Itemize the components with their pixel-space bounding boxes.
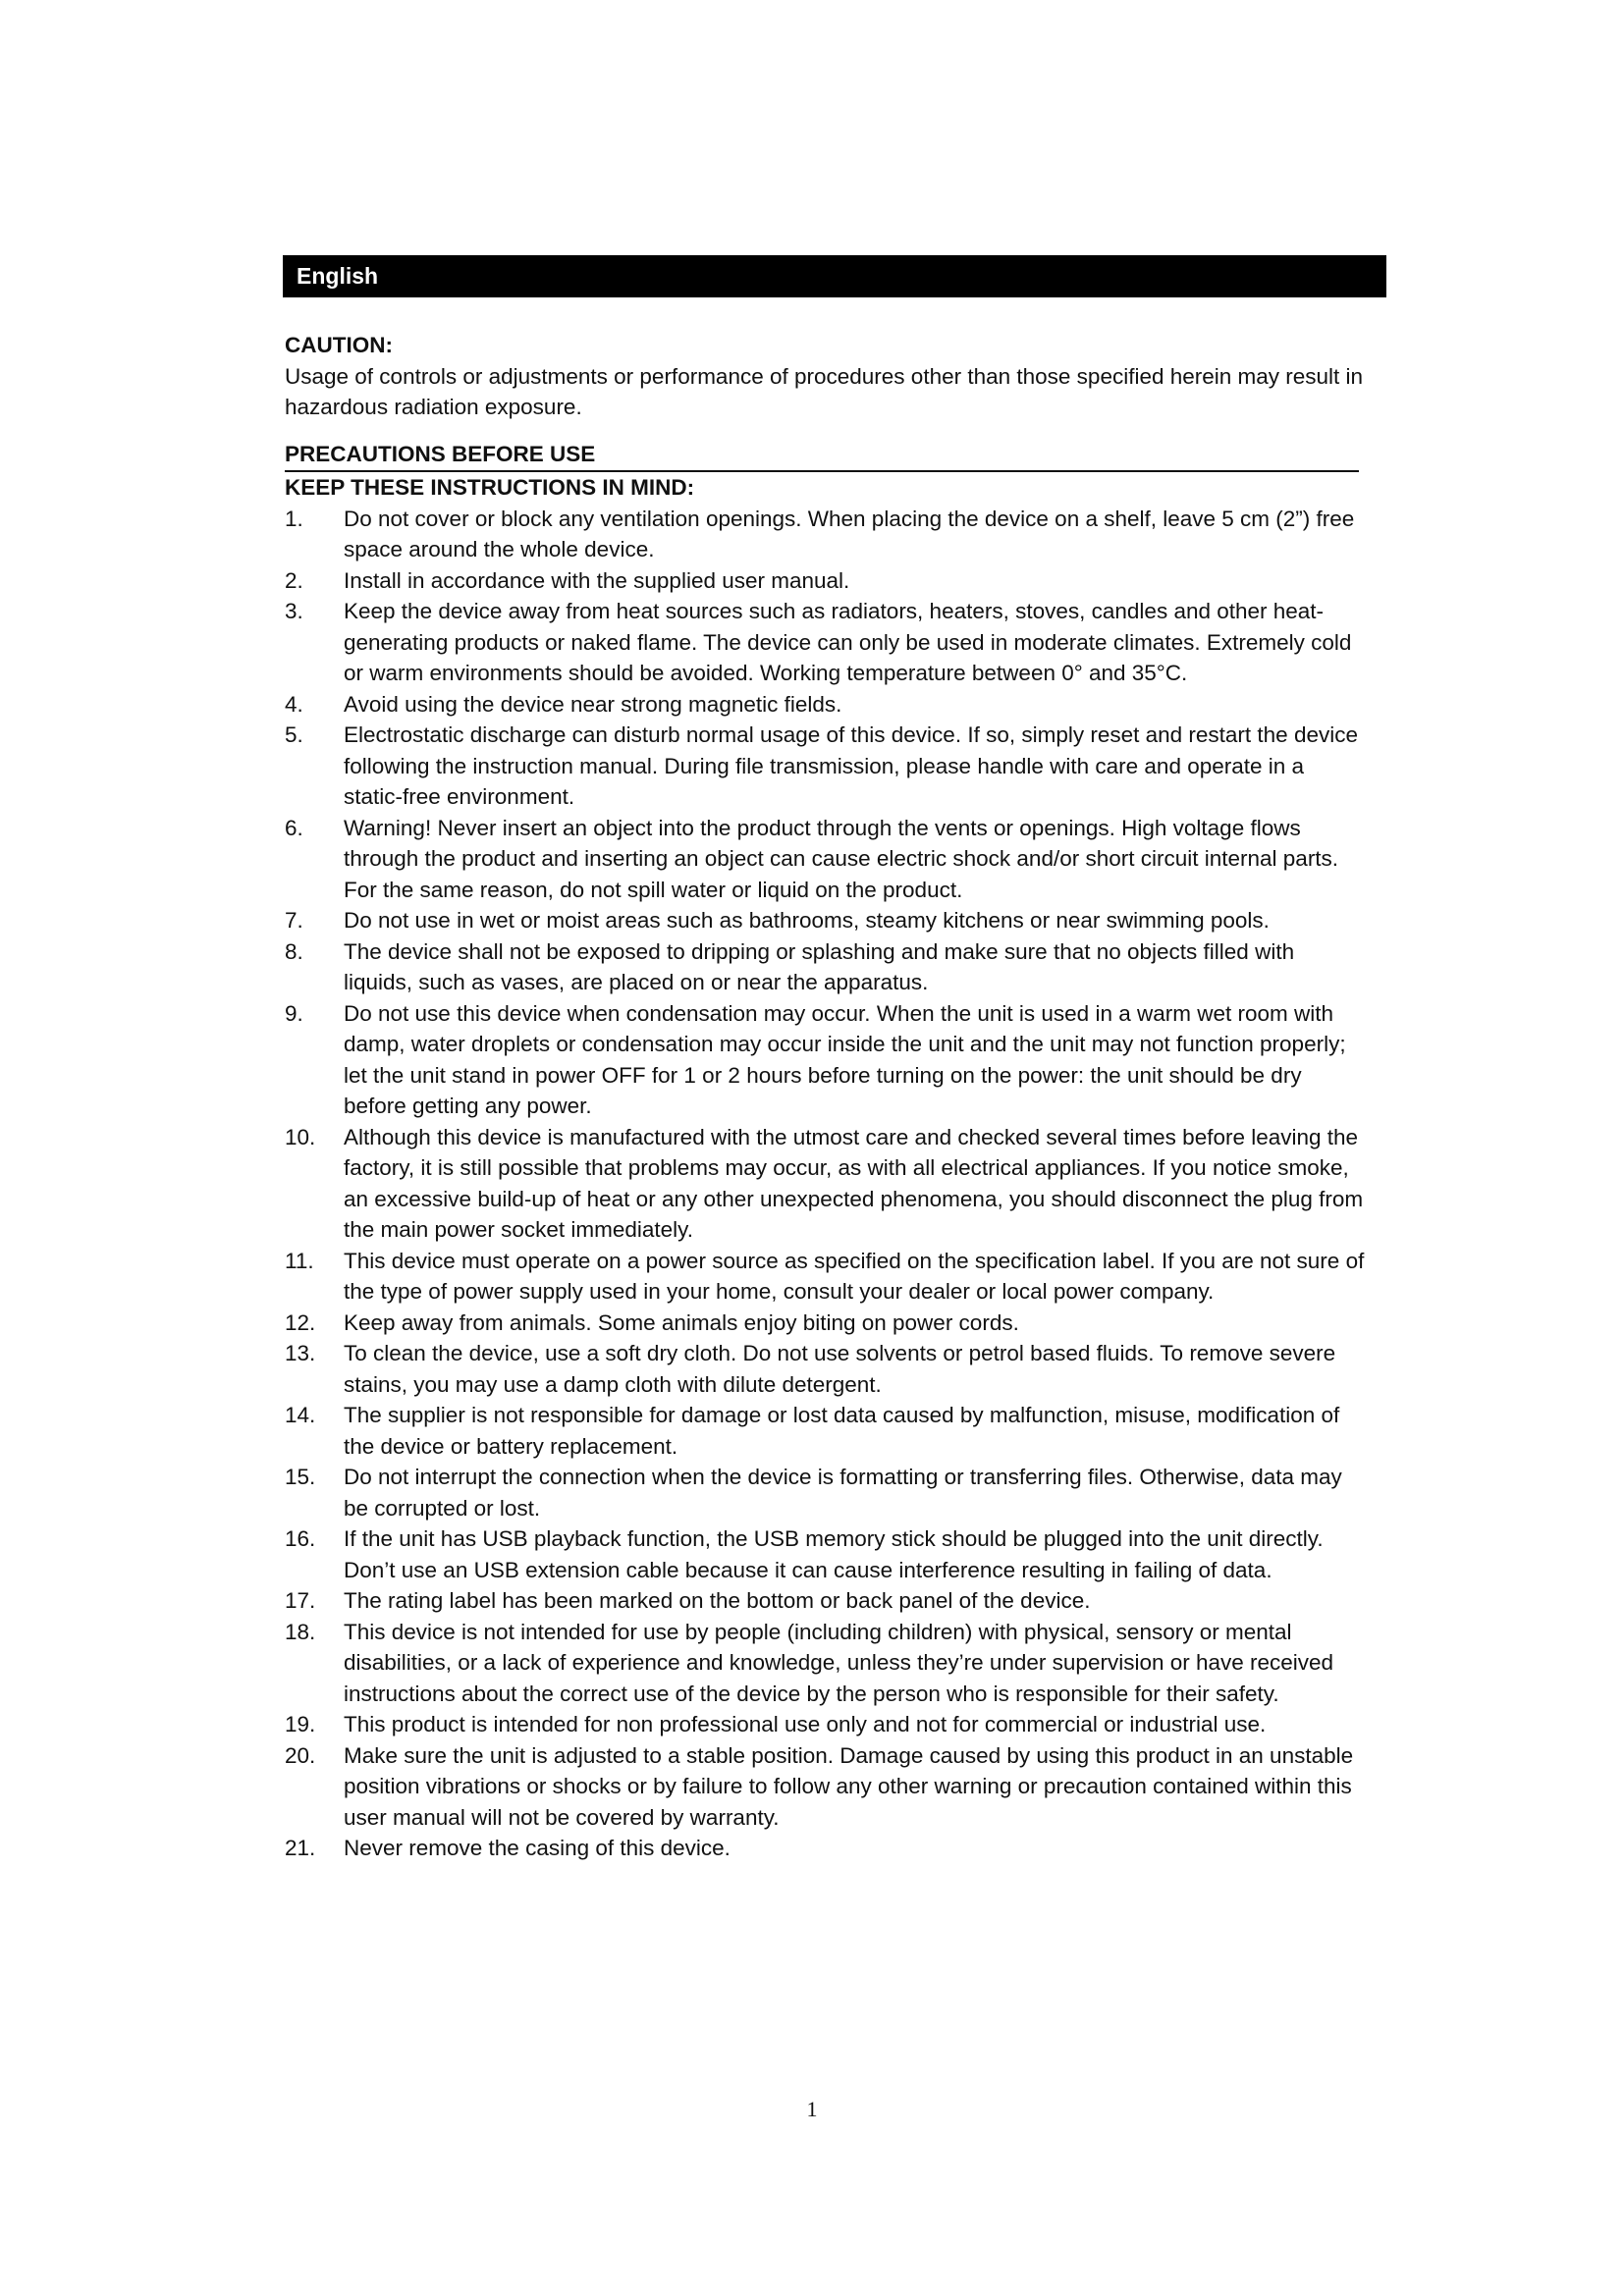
list-item xyxy=(285,1585,1365,1617)
precautions-heading: PRECAUTIONS BEFORE USE xyxy=(285,439,1359,473)
item-text: Do not interrupt the connection when the device is formatting or transferring files. Otherwise, data may be corrupted or lost. xyxy=(344,1465,1342,1521)
item-text: To clean the device, use a soft dry cloth. Do not use solvents or petrol based fluids. To remove severe stains, you may use a damp cloth with dilute detergent. xyxy=(344,1341,1336,1397)
item-text: If the unit has USB playback function, the USB memory stick should be plugged into the unit directly. Don’t use an USB extension cable because it can cause interference resulting in failing of data. xyxy=(344,1526,1324,1582)
item-number: 6. xyxy=(285,815,303,840)
list-item xyxy=(285,1246,1365,1308)
list-item xyxy=(285,1308,1365,1339)
item-number: 1. xyxy=(285,506,303,531)
item-number: 13. xyxy=(285,1341,316,1365)
item-number: 17. xyxy=(285,1588,316,1613)
language-section-header: English xyxy=(283,255,1386,297)
item-number: 12. xyxy=(285,1309,316,1335)
item-number: 8. xyxy=(285,938,303,964)
item-text: Install in accordance with the supplied user manual. xyxy=(344,567,850,593)
list-item xyxy=(285,689,1365,721)
list-item xyxy=(285,1709,1365,1740)
item-number: 9. xyxy=(285,1000,303,1026)
list-item xyxy=(285,504,1365,565)
item-text: Keep away from animals. Some animals enjoy biting on power cords. xyxy=(344,1309,1019,1335)
item-number: 20. xyxy=(285,1742,316,1768)
caution-text: Usage of controls or adjustments or performance of procedures other than those specified herein may result in hazardous radiation exposure. xyxy=(285,363,1364,419)
list-item xyxy=(285,1338,1365,1400)
list-item xyxy=(285,1122,1365,1246)
item-number: 5. xyxy=(285,722,303,747)
precautions-list xyxy=(285,504,1365,1864)
list-item xyxy=(285,596,1365,689)
item-number: 10. xyxy=(285,1124,316,1149)
item-text: The rating label has been marked on the bottom or back panel of the device. xyxy=(344,1588,1091,1613)
item-text: This product is intended for non professional use only and not for commercial or industrial use. xyxy=(344,1712,1267,1736)
item-number: 4. xyxy=(285,691,303,717)
list-item xyxy=(285,1462,1365,1523)
list-item xyxy=(285,936,1365,998)
list-item xyxy=(285,998,1365,1122)
keep-instructions-heading: KEEP THESE INSTRUCTIONS IN MIND: xyxy=(285,475,695,500)
item-number: 19. xyxy=(285,1712,316,1736)
list-item xyxy=(285,565,1365,597)
item-text: Do not use in wet or moist areas such as bathrooms, steamy kitchens or near swimming pools. xyxy=(344,908,1270,933)
item-text: Make sure the unit is adjusted to a stable position. Damage caused by using this product in an unstable position vibrations or shocks or by failure to follow any other warning or precaution contained within this user manual will not be covered by warranty. xyxy=(344,1742,1354,1830)
item-text: Electrostatic discharge can disturb normal usage of this device. If so, simply reset and restart the device following the instruction manual. During file transmission, please handle with care and operate in a static-free environment. xyxy=(344,722,1358,809)
list-item xyxy=(285,720,1365,813)
item-number: 21. xyxy=(285,1836,316,1860)
list-item xyxy=(285,1523,1365,1585)
item-text: Warning! Never insert an object into the product through the vents or openings. High voltage flows through the product and inserting an object can cause electric shock and/or short circuit internal parts. For the same reason, do not spill water or liquid on the product. xyxy=(344,815,1339,902)
item-number: 18. xyxy=(285,1619,316,1644)
item-text: The supplier is not responsible for damage or lost data caused by malfunction, misuse, modification of the device or battery replacement. xyxy=(344,1403,1340,1459)
list-item xyxy=(285,1400,1365,1462)
list-item xyxy=(285,905,1365,936)
item-text: This device is not intended for use by people (including children) with physical, sensory or mental disabilities, or a lack of experience and knowledge, unless they’re under supervision or have received instructions about the correct use of the device by the person who is responsible for their safety. xyxy=(344,1619,1334,1706)
item-text: Keep the device away from heat sources such as radiators, heaters, stoves, candles and other heat-generating products or naked flame. The device can only be used in moderate climates. Extremely cold or warm environments should be avoided. Working temperature between 0° and 35°C. xyxy=(344,599,1352,685)
item-number: 11. xyxy=(285,1248,314,1273)
page-number: 1 xyxy=(806,2097,818,2121)
item-number: 3. xyxy=(285,599,303,623)
item-text: Avoid using the device near strong magnetic fields. xyxy=(344,691,842,717)
list-item xyxy=(285,1740,1365,1834)
list-item xyxy=(285,1833,1365,1864)
page-content xyxy=(285,330,1365,1864)
item-number: 14. xyxy=(285,1403,316,1427)
list-item xyxy=(285,813,1365,906)
item-text: This device must operate on a power source as specified on the specification label. If you are not sure of the type of power supply used in your home, consult your dealer or local power company. xyxy=(344,1248,1365,1304)
item-text: The device shall not be exposed to dripping or splashing and make sure that no objects filled with liquids, such as vases, are placed on or near the apparatus. xyxy=(344,938,1295,994)
caution-heading: CAUTION: xyxy=(285,333,393,357)
item-text: Do not cover or block any ventilation openings. When placing the device on a shelf, leave 5 cm (2”) free space around the whole device. xyxy=(344,506,1355,561)
item-number: 15. xyxy=(285,1465,316,1489)
list-item xyxy=(285,1617,1365,1710)
item-number: 2. xyxy=(285,567,303,593)
item-number: 16. xyxy=(285,1526,316,1551)
item-text: Do not use this device when condensation may occur. When the unit is used in a warm wet room with damp, water droplets or condensation may occur inside the unit and the unit may not function properly; let the unit stand in power OFF for 1 or 2 hours before turning on the power: the unit should be dry before getting any power. xyxy=(344,1000,1346,1118)
item-number: 7. xyxy=(285,908,303,933)
item-text: Although this device is manufactured with the utmost care and checked several times before leaving the factory, it is still possible that problems may occur, as with all electrical appliances. If you notice smoke, an excessive build-up of heat or any other unexpected phenomena, you should disconnect the plug from the main power socket immediately. xyxy=(344,1124,1364,1242)
item-text: Never remove the casing of this device. xyxy=(344,1836,731,1860)
